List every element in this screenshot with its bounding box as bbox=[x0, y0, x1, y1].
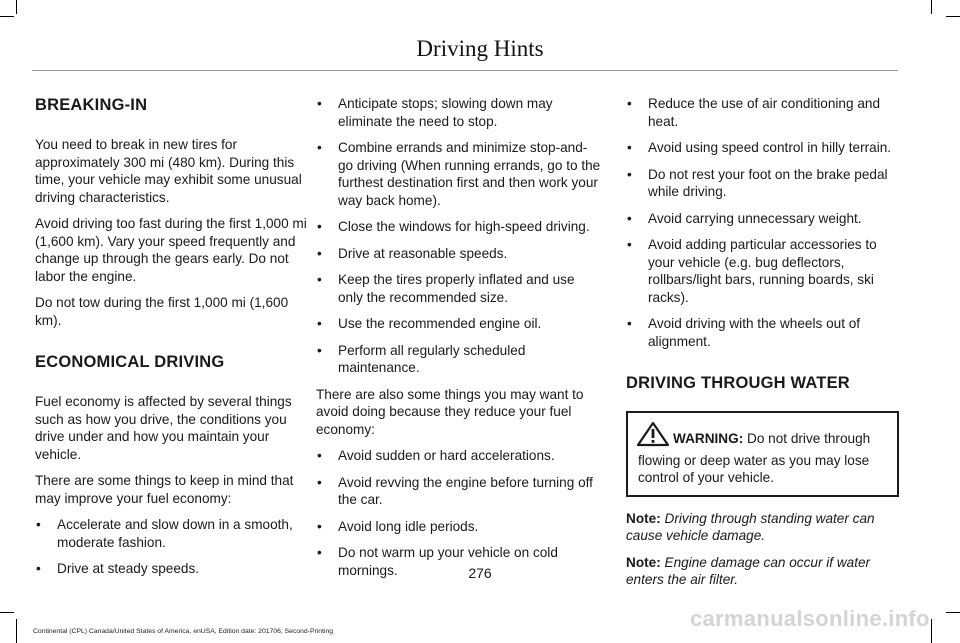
crop-mark bbox=[931, 619, 932, 643]
note-label: Note: bbox=[626, 510, 661, 526]
list-item: • Anticipate stops; slowing down may eliminate the need to stop. bbox=[316, 95, 602, 130]
warning-text: Do not drive through flowing or deep water as you may lose control of your vehicle. bbox=[638, 431, 871, 485]
column-1 bbox=[35, 95, 307, 578]
paragraph: There are also some things you may want to avoid doing because they reduce your fuel economy: bbox=[316, 386, 584, 437]
list-item: • Reduce the use of air conditioning and heat. bbox=[626, 95, 899, 130]
watermark: carmanualsonline.info bbox=[690, 606, 930, 631]
bullet-list bbox=[316, 447, 602, 579]
crop-mark bbox=[0, 16, 14, 17]
list-item: • Avoid revving the engine before turning off the car. bbox=[316, 474, 602, 509]
crop-mark bbox=[16, 0, 17, 14]
crop-mark bbox=[931, 0, 932, 14]
column-2 bbox=[316, 95, 602, 579]
section-heading-driving-through-water: DRIVING THROUGH WATER bbox=[626, 374, 850, 392]
list-item: • Keep the tires properly inflated and use only the recommended size. bbox=[316, 271, 602, 306]
page-title: Driving Hints bbox=[416, 36, 544, 61]
list-item: • Avoid sudden or hard accelerations. bbox=[316, 447, 602, 465]
section-heading-economical-driving: ECONOMICAL DRIVING bbox=[35, 353, 225, 371]
warning-triangle-icon bbox=[636, 421, 670, 452]
warning-box bbox=[626, 411, 899, 497]
crop-mark bbox=[0, 612, 14, 613]
warning-label: WARNING: bbox=[673, 431, 744, 446]
list-item: • Avoid driving with the wheels out of alignment. bbox=[626, 315, 899, 350]
paragraph: Fuel economy is affected by several things such as how you drive, the conditions you drive under and how you maintain your vehicle. bbox=[35, 394, 292, 462]
note-text: Driving through standing water can cause vehicle damage. bbox=[626, 510, 875, 543]
paragraph: You need to break in new tires for approximately 300 mi (480 km). During this time, your vehicle may exhibit some unusual driving characteristics. bbox=[35, 137, 302, 205]
list-item: • Do not rest your foot on the brake pedal while driving. bbox=[626, 166, 899, 201]
list-item: • Drive at steady speeds. bbox=[35, 560, 307, 578]
bullet-list bbox=[316, 95, 602, 377]
section-heading-breaking-in: BREAKING-IN bbox=[35, 96, 148, 114]
list-item: • Drive at reasonable speeds. bbox=[316, 245, 602, 263]
list-item: • Perform all regularly scheduled maintenance. bbox=[316, 342, 602, 377]
note-text: Engine damage can occur if water enters the air filter. bbox=[626, 554, 871, 587]
edition-info: Continental (CPL) Canada/United States of America, enUSA, Edition date: 201706, Second-Printing bbox=[33, 628, 333, 635]
list-item: • Combine errands and minimize stop-and-go driving (When running errands, go to the furthest destination first and then work your way back home). bbox=[316, 139, 602, 209]
column-3 bbox=[626, 95, 899, 589]
page-number: 276 bbox=[468, 565, 492, 581]
paragraph: There are some things to keep in mind that may improve your fuel economy: bbox=[35, 473, 294, 506]
list-item: • Avoid long idle periods. bbox=[316, 518, 602, 536]
paragraph: Do not tow during the first 1,000 mi (1,600 km). bbox=[35, 295, 289, 328]
note-label: Note: bbox=[626, 554, 661, 570]
list-item: • Do not warm up your vehicle on cold mornings. bbox=[316, 544, 602, 579]
list-item: • Avoid adding particular accessories to your vehicle (e.g. bug deflectors, rollbars/light bars, running boards, ski racks). bbox=[626, 236, 899, 306]
list-item: • Avoid using speed control in hilly terrain. bbox=[626, 139, 899, 157]
header-divider bbox=[32, 70, 898, 71]
bullet-list bbox=[626, 95, 899, 350]
list-item: • Use the recommended engine oil. bbox=[316, 315, 602, 333]
list-item: • Accelerate and slow down in a smooth, moderate fashion. bbox=[35, 516, 307, 551]
list-item: • Avoid carrying unnecessary weight. bbox=[626, 210, 899, 228]
note bbox=[626, 510, 899, 545]
crop-mark bbox=[946, 612, 960, 613]
crop-mark bbox=[16, 619, 17, 643]
list-item: • Close the windows for high-speed driving. bbox=[316, 218, 602, 236]
paragraph: Avoid driving too fast during the first 1,000 mi (1,600 km). Vary your speed frequently and change up through the gears early. Do not labor the engine. bbox=[35, 216, 307, 284]
crop-mark bbox=[946, 16, 960, 17]
